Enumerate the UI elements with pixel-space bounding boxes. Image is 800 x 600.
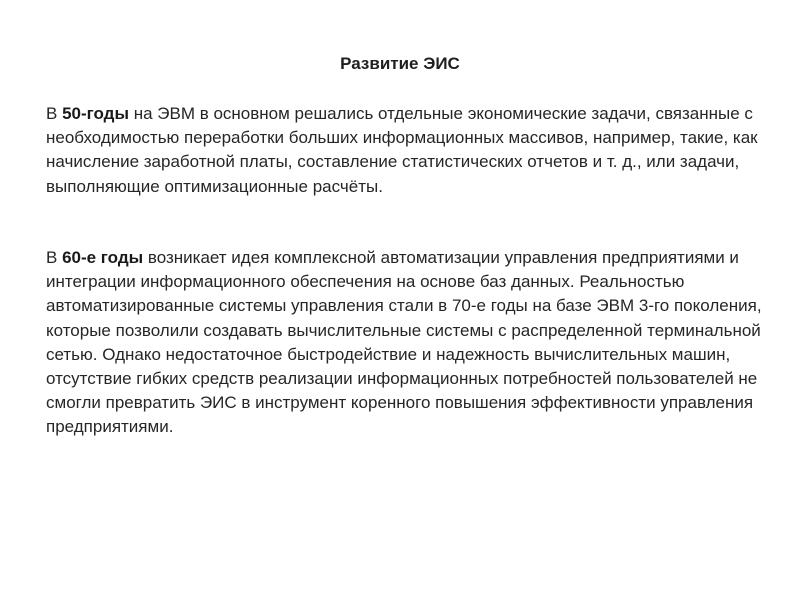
paragraph-50s-prefix: В — [46, 104, 63, 123]
paragraph-60s-emphasis: 60-е годы — [62, 248, 144, 267]
paragraph-60s — [46, 246, 766, 440]
paragraph-50s-text: на ЭВМ в основном решались отдельные экономические задачи, связанные с необходимостью переработки больших информационных массивов, например, такие, как начисление заработной платы, составление статистических отчетов и т. д., или задачи, выполняющие оптимизационные расчёты. — [46, 104, 758, 196]
paragraph-60s-prefix: В — [46, 248, 63, 267]
slide-title: Развитие ЭИС — [340, 54, 460, 73]
paragraph-60s-text: возникает идея комплексной автоматизации управления предприятиями и интеграции информационного обеспечения на основе баз данных. Реальностью автоматизированные системы управления стали в 70-е годы на базе ЭВМ 3-го поколения, которые позволили создавать вычислительные системы с распределенной терминальной сетью. Однако недостаточное быстродействие и надежность вычислительных машин, отсутствие гибких средств реализации информационных потребностей пользователей не смогли превратить ЭИС в инструмент коренного повышения эффективности управления предприятиями. — [46, 248, 762, 437]
paragraph-50s — [46, 102, 766, 199]
paragraph-50s-emphasis: 50-годы — [62, 104, 129, 123]
